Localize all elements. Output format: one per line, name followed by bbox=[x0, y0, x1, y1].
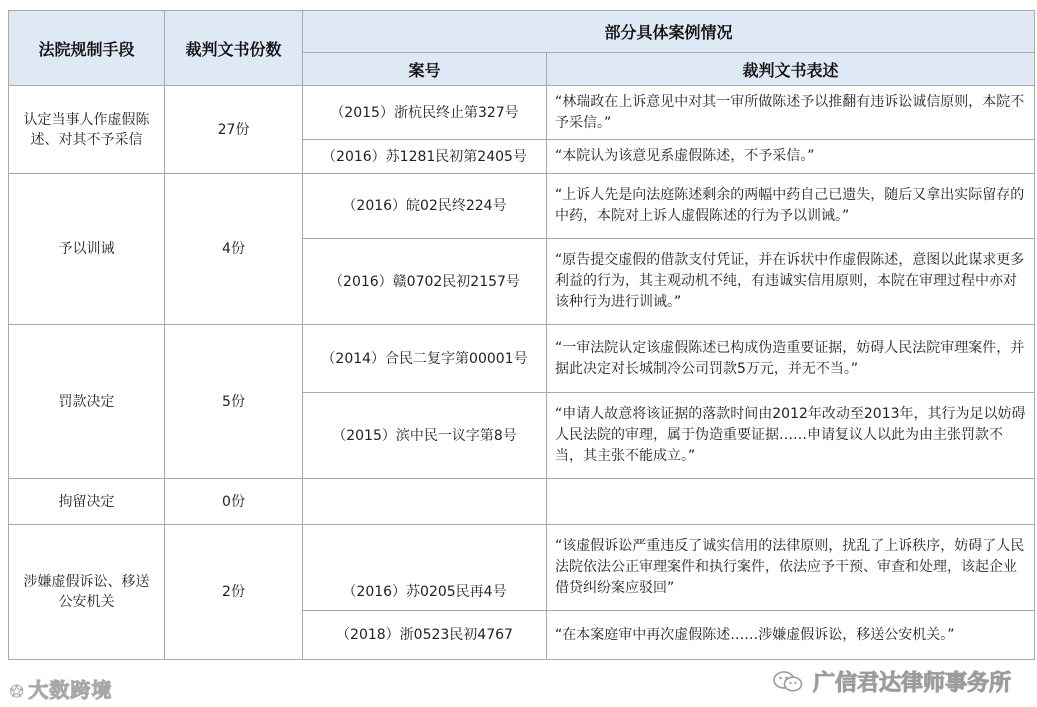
case-no-cell: （2016）苏1281民初第2405号 bbox=[303, 140, 547, 174]
method-cell: 罚款决定 bbox=[9, 325, 165, 479]
watermark-logo-icon: ✪ bbox=[10, 682, 25, 701]
table-row bbox=[9, 479, 1035, 525]
watermark-right-text: 广信君达律师事务所 bbox=[812, 671, 1011, 696]
case-no-cell: （2016）皖02民终224号 bbox=[303, 174, 547, 239]
description-cell: “一审法院认定该虚假陈述已构成伪造重要证据，妨碍人民法院审理案件，并据此决定对长城制冷公司罚款5万元，并无不当。” bbox=[547, 325, 1035, 393]
count-cell: 2份 bbox=[165, 525, 303, 660]
watermark-left bbox=[10, 674, 112, 703]
method-cell: 予以训诫 bbox=[9, 174, 165, 325]
case-no-cell: （2015）浙杭民终止第327号 bbox=[303, 86, 547, 140]
header-case-no: 案号 bbox=[303, 53, 547, 86]
description-cell: “林瑞政在上诉意见中对其一审所做陈述予以推翻有违诉讼诚信原则，本院不予采信。” bbox=[547, 86, 1035, 140]
watermark-left-text: 大数跨境 bbox=[28, 678, 113, 702]
case-no-cell bbox=[303, 479, 547, 525]
header-method: 法院规制手段 bbox=[9, 11, 165, 86]
table-row bbox=[9, 325, 1035, 393]
description-cell: “本院认为该意见系虚假陈述，不予采信。” bbox=[547, 140, 1035, 174]
table-row bbox=[9, 86, 1035, 140]
case-no-cell: （2015）滨中民一议字第8号 bbox=[303, 393, 547, 479]
method-cell: 拘留决定 bbox=[9, 479, 165, 525]
description-cell bbox=[547, 479, 1035, 525]
table-row bbox=[9, 525, 1035, 611]
case-no-cell: （2016）赣0702民初2157号 bbox=[303, 239, 547, 325]
description-cell: “原告提交虚假的借款支付凭证，并在诉状中作虚假陈述，意图以此谋求更多利益的行为，其主观动机不纯，有违诚实信用原则，本院在审理过程中亦对该种行为进行训诫。” bbox=[547, 239, 1035, 325]
case-no-cell: （2014）合民二复字第00001号 bbox=[303, 325, 547, 393]
count-cell: 4份 bbox=[165, 174, 303, 325]
method-cell: 涉嫌虚假诉讼、移送公安机关 bbox=[9, 525, 165, 660]
header-cases-group: 部分具体案例情况 bbox=[303, 11, 1035, 53]
count-cell: 27份 bbox=[165, 86, 303, 174]
watermark-right bbox=[773, 666, 1011, 697]
description-cell: “该虚假诉讼严重违反了诚实信用的法律原则，扰乱了上诉秩序，妨碍了人民法院依法公正审理案件和执行案件，依法应予干预、审查和处理，该起企业借贷纠纷案应驳回” bbox=[547, 525, 1035, 611]
table-row bbox=[9, 174, 1035, 239]
case-no-cell: （2018）浙0523民初4767 bbox=[303, 611, 547, 660]
header-count: 裁判文书份数 bbox=[165, 11, 303, 86]
header-description: 裁判文书表述 bbox=[547, 53, 1035, 86]
method-cell: 认定当事人作虚假陈述、对其不予采信 bbox=[9, 86, 165, 174]
description-cell: “申请人故意将该证据的落款时间由2012年改动至2013年，其行为足以妨碍人民法院的审理，属于伪造重要证据……申请复议人以此为由主张罚款不当，其主张不能成立。” bbox=[547, 393, 1035, 479]
description-cell: “在本案庭审中再次虚假陈述……涉嫌虚假诉讼，移送公安机关。” bbox=[547, 611, 1035, 660]
count-cell: 0份 bbox=[165, 479, 303, 525]
description-cell: “上诉人先是向法庭陈述剩余的两幅中药自己已遗失，随后又拿出实际留存的中药，本院对上诉人虚假陈述的行为予以训诫。” bbox=[547, 174, 1035, 239]
case-no-cell: （2016）苏0205民再4号 bbox=[303, 525, 547, 611]
wechat-icon bbox=[773, 670, 803, 694]
case-table bbox=[8, 10, 1035, 660]
count-cell: 5份 bbox=[165, 325, 303, 479]
